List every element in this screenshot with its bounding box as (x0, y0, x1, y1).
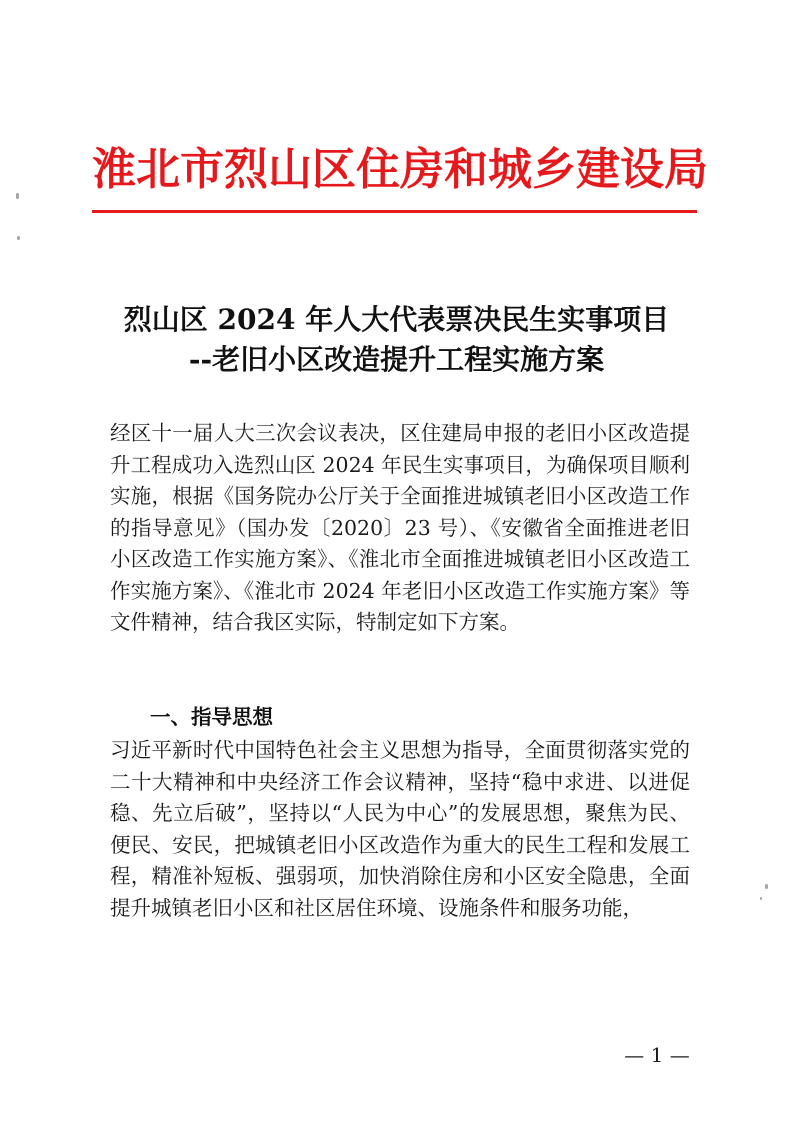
intro-paragraph: 经区十一届人大三次会议表决，区住建局申报的老旧小区改造提升工程成功入选烈山区 2024 年民生实事项目，为确保项目顺利实施，根据《国务院办公厅关于全面推进城镇老旧小区改造工作的指导意见》（国办发〔2020〕23 号）、《安徽省全面推进老旧小区改造工作实施方案》、《淮北市全面推进城镇老旧小区改造工作实施方案》、《淮北市 2024 年老旧小区改造工作实施方案》等文件精神，结合我区实际，特制定如下方案。 (110, 421, 690, 634)
masthead-red-rule (92, 210, 697, 213)
scan-speck (16, 193, 19, 199)
section-1-heading: 一、指导思想 (150, 705, 273, 729)
scan-speck (765, 884, 768, 889)
document-title-line-2: --老旧小区改造提升工程实施方案 (188, 343, 605, 376)
document-title-line-1: 烈山区 2024 年人大代表票决民生实事项目 (123, 303, 670, 336)
scan-speck (17, 236, 20, 240)
agency-masthead: 淮北市烈山区住房和城乡建设局 (92, 144, 708, 195)
section-1-paragraph: 习近平新时代中国特色社会主义思想为指导，全面贯彻落实党的二十大精神和中央经济工作会议精神，坚持“稳中求进、以进促稳、先立后破”，坚持以“人民为中心”的发展思想，聚焦为民、便民、安民，把城镇老旧小区改造作为重大的民生工程和发展工程，精准补短板、强弱项，加快消除住房和小区安全隐患，全面提升城镇老旧小区和社区居住环境、设施条件和服务功能， (110, 738, 690, 920)
page-number: — 1 — (624, 1043, 690, 1067)
scan-speck (760, 897, 762, 900)
